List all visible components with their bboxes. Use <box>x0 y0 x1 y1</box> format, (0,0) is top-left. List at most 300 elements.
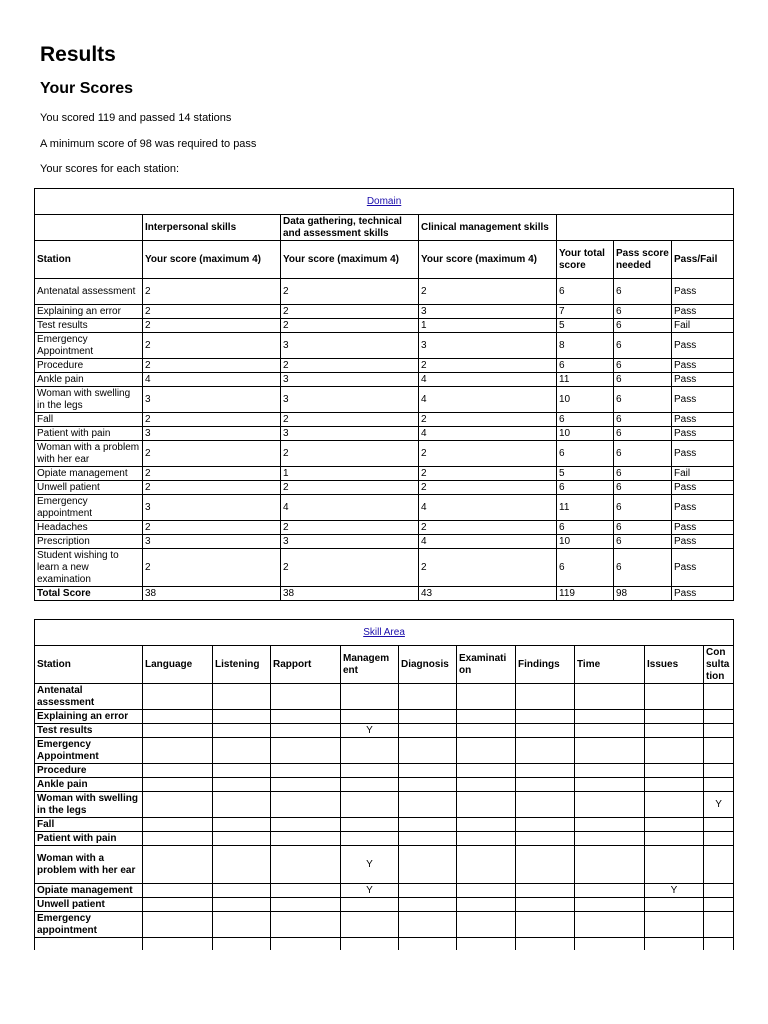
station-name-cell: Woman with a problem with her ear <box>35 441 143 467</box>
total-score-cell: 10 <box>557 387 614 413</box>
management-cell <box>341 898 399 912</box>
page-subtitle: Your Scores <box>40 80 134 97</box>
total-pass-fail-cell: Pass <box>672 587 734 601</box>
score-interpersonal-cell: 2 <box>143 549 281 587</box>
score-data-gathering-cell: 3 <box>281 333 419 359</box>
time-cell <box>575 912 645 938</box>
total-score-cell: 11 <box>557 495 614 521</box>
skill-column-header-row <box>35 646 734 684</box>
pass-fail-cell: Pass <box>672 305 734 319</box>
issues-cell <box>645 792 704 818</box>
total-score-cell: 5 <box>557 319 614 333</box>
skill-col-header-time: Time <box>575 646 645 684</box>
score-interpersonal-cell: 2 <box>143 319 281 333</box>
pass-score-cell: 6 <box>614 279 672 305</box>
score-interpersonal-cell: 2 <box>143 413 281 427</box>
pass-score-cell: 6 <box>614 427 672 441</box>
management-cell: Y <box>341 846 399 884</box>
management-cell <box>341 778 399 792</box>
score-interpersonal-cell: 2 <box>143 305 281 319</box>
diagnosis-cell <box>399 724 457 738</box>
pass-score-cell: 6 <box>614 495 672 521</box>
findings-cell <box>516 912 575 938</box>
skill-col-header-listening: Listening <box>213 646 271 684</box>
score-interpersonal-cell: 2 <box>143 441 281 467</box>
score-clinical-cell: 1 <box>419 319 557 333</box>
total-score-cell: 6 <box>557 279 614 305</box>
pass-score-cell: 6 <box>614 413 672 427</box>
score-data-gathering-cell: 2 <box>281 413 419 427</box>
score-interpersonal-cell: 3 <box>143 427 281 441</box>
listening-cell <box>213 778 271 792</box>
score-clinical-cell: 3 <box>419 333 557 359</box>
time-cell <box>575 938 645 951</box>
station-name-cell: Emergency Appointment <box>35 333 143 359</box>
issues-cell <box>645 778 704 792</box>
diagnosis-cell <box>399 884 457 898</box>
total-score-cell: 6 <box>557 441 614 467</box>
language-cell <box>143 684 213 710</box>
issues-cell <box>645 938 704 951</box>
pass-score-cell: 6 <box>614 535 672 549</box>
page-title: Results <box>40 43 116 66</box>
consultation-cell <box>704 884 734 898</box>
consultation-cell <box>704 846 734 884</box>
total-score-cell: 6 <box>557 413 614 427</box>
score-data-gathering-cell: 2 <box>281 359 419 373</box>
diagnosis-cell <box>399 764 457 778</box>
examination-cell <box>457 738 516 764</box>
station-name-cell <box>35 938 143 951</box>
table-row <box>35 912 734 938</box>
station-name-cell: Emergency Appointment <box>35 738 143 764</box>
management-cell <box>341 764 399 778</box>
pass-fail-cell: Pass <box>672 535 734 549</box>
time-cell <box>575 832 645 846</box>
intro-text: Your scores for each station: <box>40 163 180 175</box>
rapport-cell <box>271 710 341 724</box>
management-cell <box>341 938 399 951</box>
language-cell <box>143 778 213 792</box>
management-cell <box>341 792 399 818</box>
diagnosis-cell <box>399 818 457 832</box>
diagnosis-cell <box>399 710 457 724</box>
total-score-cell: 5 <box>557 467 614 481</box>
score-interpersonal-cell: 2 <box>143 333 281 359</box>
pass-score-cell: 6 <box>614 441 672 467</box>
pass-fail-cell: Pass <box>672 279 734 305</box>
findings-cell <box>516 884 575 898</box>
col-header-pass-fail: Pass/Fail <box>672 241 734 279</box>
management-cell: Y <box>341 724 399 738</box>
score-clinical-cell: 2 <box>419 441 557 467</box>
language-cell <box>143 710 213 724</box>
score-interpersonal-cell: 3 <box>143 535 281 549</box>
examination-cell <box>457 778 516 792</box>
skill-area-table <box>34 619 734 950</box>
examination-cell <box>457 818 516 832</box>
table-row <box>35 898 734 912</box>
total-score-cell: 6 <box>557 549 614 587</box>
language-cell <box>143 912 213 938</box>
score-interpersonal-cell: 2 <box>143 467 281 481</box>
diagnosis-cell <box>399 684 457 710</box>
station-name-cell: Emergency appointment <box>35 495 143 521</box>
skill-col-header-diagnosis: Diagnosis <box>399 646 457 684</box>
score-clinical-cell: 3 <box>419 305 557 319</box>
time-cell <box>575 846 645 884</box>
station-name-cell: Patient with pain <box>35 832 143 846</box>
pass-fail-cell: Pass <box>672 481 734 495</box>
examination-cell <box>457 912 516 938</box>
language-cell <box>143 764 213 778</box>
score-interpersonal-cell: 3 <box>143 387 281 413</box>
domain-header-clinical: Clinical management skills <box>419 215 557 241</box>
pass-fail-cell: Pass <box>672 495 734 521</box>
findings-cell <box>516 818 575 832</box>
examination-cell <box>457 764 516 778</box>
diagnosis-cell <box>399 832 457 846</box>
time-cell <box>575 684 645 710</box>
diagnosis-cell <box>399 898 457 912</box>
station-name-cell: Headaches <box>35 521 143 535</box>
findings-cell <box>516 778 575 792</box>
table-row <box>35 938 734 951</box>
management-cell <box>341 832 399 846</box>
station-name-cell: Emergency appointment <box>35 912 143 938</box>
station-name-cell: Prescription <box>35 535 143 549</box>
issues-cell: Y <box>645 884 704 898</box>
table-row <box>35 684 734 710</box>
score-clinical-cell: 4 <box>419 535 557 549</box>
skill-link-row <box>35 620 734 646</box>
table-row <box>35 738 734 764</box>
pass-fail-cell: Pass <box>672 441 734 467</box>
score-data-gathering-cell: 4 <box>281 495 419 521</box>
score-data-gathering-cell: 2 <box>281 279 419 305</box>
time-cell <box>575 710 645 724</box>
pass-score-cell: 6 <box>614 387 672 413</box>
station-name-cell: Patient with pain <box>35 427 143 441</box>
pass-fail-cell: Pass <box>672 413 734 427</box>
pass-fail-cell: Pass <box>672 387 734 413</box>
score-clinical-cell: 2 <box>419 359 557 373</box>
score-clinical-cell: 4 <box>419 387 557 413</box>
total-score-cell: 10 <box>557 427 614 441</box>
consultation-cell <box>704 938 734 951</box>
table-row <box>35 724 734 738</box>
score-data-gathering-cell: 2 <box>281 521 419 535</box>
listening-cell <box>213 764 271 778</box>
table-row <box>35 884 734 898</box>
station-name-cell: Woman with swelling in the legs <box>35 792 143 818</box>
issues-cell <box>645 846 704 884</box>
management-cell <box>341 912 399 938</box>
total-score-cell: 6 <box>557 481 614 495</box>
management-cell <box>341 710 399 724</box>
station-name-cell: Opiate management <box>35 884 143 898</box>
pass-fail-cell: Pass <box>672 373 734 387</box>
col-header-total: Your total score <box>557 241 614 279</box>
language-cell <box>143 818 213 832</box>
score-interpersonal-cell: 3 <box>143 495 281 521</box>
domain-link[interactable]: Domain <box>366 195 402 207</box>
total-score-data-gathering-cell: 38 <box>281 587 419 601</box>
station-name-cell: Opiate management <box>35 467 143 481</box>
table-row <box>35 710 734 724</box>
management-cell <box>341 684 399 710</box>
listening-cell <box>213 724 271 738</box>
skill-area-link[interactable]: Skill Area <box>363 626 405 638</box>
score-data-gathering-cell: 3 <box>281 535 419 549</box>
score-interpersonal-cell: 2 <box>143 279 281 305</box>
skill-col-header-findings: Findings <box>516 646 575 684</box>
total-score-cell: 8 <box>557 333 614 359</box>
examination-cell <box>457 938 516 951</box>
table-row <box>35 778 734 792</box>
examination-cell <box>457 846 516 884</box>
table-row <box>35 764 734 778</box>
station-name-cell: Test results <box>35 724 143 738</box>
issues-cell <box>645 898 704 912</box>
management-cell: Y <box>341 884 399 898</box>
findings-cell <box>516 792 575 818</box>
score-clinical-cell: 2 <box>419 467 557 481</box>
skill-col-header-management: Managem ent <box>341 646 399 684</box>
time-cell <box>575 738 645 764</box>
station-name-cell: Unwell patient <box>35 898 143 912</box>
table-row <box>35 818 734 832</box>
score-data-gathering-cell: 2 <box>281 319 419 333</box>
language-cell <box>143 832 213 846</box>
score-interpersonal-cell: 2 <box>143 359 281 373</box>
station-name-cell: Antenatal assessment <box>35 279 143 305</box>
examination-cell <box>457 724 516 738</box>
language-cell <box>143 938 213 951</box>
findings-cell <box>516 898 575 912</box>
score-interpersonal-cell: 2 <box>143 481 281 495</box>
issues-cell <box>645 684 704 710</box>
rapport-cell <box>271 938 341 951</box>
pass-fail-cell: Pass <box>672 521 734 535</box>
summary-text: You scored 119 and passed 14 stations <box>40 112 232 124</box>
skill-col-header-consultation: Con sulta tion <box>704 646 734 684</box>
consultation-cell <box>704 898 734 912</box>
consultation-cell <box>704 724 734 738</box>
total-score-cell: 6 <box>557 521 614 535</box>
management-cell <box>341 818 399 832</box>
score-data-gathering-cell: 2 <box>281 441 419 467</box>
score-clinical-cell: 2 <box>419 521 557 535</box>
rapport-cell <box>271 738 341 764</box>
total-score-cell: 6 <box>557 359 614 373</box>
listening-cell <box>213 738 271 764</box>
issues-cell <box>645 832 704 846</box>
score-data-gathering-cell: 3 <box>281 427 419 441</box>
rapport-cell <box>271 832 341 846</box>
diagnosis-cell <box>399 778 457 792</box>
station-name-cell: Antenatal assessment <box>35 684 143 710</box>
total-pass-score-cell: 98 <box>614 587 672 601</box>
table-row <box>35 832 734 846</box>
pass-score-cell: 6 <box>614 467 672 481</box>
station-name-cell: Procedure <box>35 359 143 373</box>
rapport-cell <box>271 884 341 898</box>
station-name-cell: Unwell patient <box>35 481 143 495</box>
pass-score-cell: 6 <box>614 373 672 387</box>
score-clinical-cell: 4 <box>419 495 557 521</box>
diagnosis-cell <box>399 846 457 884</box>
domain-header-interpersonal: Interpersonal skills <box>143 215 281 241</box>
findings-cell <box>516 938 575 951</box>
findings-cell <box>516 764 575 778</box>
listening-cell <box>213 792 271 818</box>
pass-score-cell: 6 <box>614 481 672 495</box>
skill-col-header-station: Station <box>35 646 143 684</box>
consultation-cell <box>704 738 734 764</box>
skill-link-cell <box>35 620 734 646</box>
findings-cell <box>516 710 575 724</box>
total-score-cell: 10 <box>557 535 614 549</box>
rapport-cell <box>271 898 341 912</box>
col-header-score-clinical: Your score (maximum 4) <box>419 241 557 279</box>
listening-cell <box>213 710 271 724</box>
findings-cell <box>516 724 575 738</box>
station-name-cell: Woman with swelling in the legs <box>35 387 143 413</box>
score-clinical-cell: 2 <box>419 481 557 495</box>
col-header-score-data: Your score (maximum 4) <box>281 241 419 279</box>
pass-score-cell: 6 <box>614 521 672 535</box>
findings-cell <box>516 738 575 764</box>
score-clinical-cell: 4 <box>419 373 557 387</box>
station-name-cell: Explaining an error <box>35 305 143 319</box>
pass-score-cell: 6 <box>614 333 672 359</box>
skill-col-header-issues: Issues <box>645 646 704 684</box>
minimum-score-text: A minimum score of 98 was required to pass <box>40 138 257 150</box>
skill-table-body <box>35 684 734 951</box>
listening-cell <box>213 884 271 898</box>
pass-score-cell: 6 <box>614 319 672 333</box>
consultation-cell <box>704 710 734 724</box>
station-name-cell: Fall <box>35 818 143 832</box>
consultation-cell <box>704 818 734 832</box>
issues-cell <box>645 818 704 832</box>
findings-cell <box>516 832 575 846</box>
table-row <box>35 846 734 884</box>
language-cell <box>143 846 213 884</box>
pass-fail-cell: Pass <box>672 333 734 359</box>
examination-cell <box>457 898 516 912</box>
listening-cell <box>213 832 271 846</box>
issues-cell <box>645 764 704 778</box>
table-row <box>35 792 734 818</box>
rapport-cell <box>271 764 341 778</box>
col-header-station: Station <box>35 241 143 279</box>
issues-cell <box>645 724 704 738</box>
col-header-score-interpersonal: Your score (maximum 4) <box>143 241 281 279</box>
time-cell <box>575 764 645 778</box>
examination-cell <box>457 832 516 846</box>
rapport-cell <box>271 912 341 938</box>
station-name-cell: Explaining an error <box>35 710 143 724</box>
consultation-cell: Y <box>704 792 734 818</box>
station-name-cell: Student wishing to learn a new examination <box>35 549 143 587</box>
time-cell <box>575 818 645 832</box>
score-data-gathering-cell: 3 <box>281 387 419 413</box>
pass-score-cell: 6 <box>614 359 672 373</box>
skill-col-header-rapport: Rapport <box>271 646 341 684</box>
total-score-clinical-cell: 43 <box>419 587 557 601</box>
language-cell <box>143 792 213 818</box>
pass-fail-cell: Pass <box>672 359 734 373</box>
station-name-cell: Ankle pain <box>35 373 143 387</box>
score-clinical-cell: 2 <box>419 549 557 587</box>
total-total-score-cell: 119 <box>557 587 614 601</box>
time-cell <box>575 724 645 738</box>
language-cell <box>143 898 213 912</box>
listening-cell <box>213 684 271 710</box>
findings-cell <box>516 684 575 710</box>
time-cell <box>575 898 645 912</box>
score-data-gathering-cell: 2 <box>281 549 419 587</box>
score-interpersonal-cell: 2 <box>143 521 281 535</box>
diagnosis-cell <box>399 938 457 951</box>
total-score-interpersonal-cell: 38 <box>143 587 281 601</box>
station-name-cell: Woman with a problem with her ear <box>35 846 143 884</box>
language-cell <box>143 724 213 738</box>
diagnosis-cell <box>399 912 457 938</box>
diagnosis-cell <box>399 792 457 818</box>
issues-cell <box>645 710 704 724</box>
examination-cell <box>457 710 516 724</box>
skill-col-header-language: Language <box>143 646 213 684</box>
col-header-pass-score: Pass score needed <box>614 241 672 279</box>
examination-cell <box>457 884 516 898</box>
score-data-gathering-cell: 2 <box>281 305 419 319</box>
time-cell <box>575 792 645 818</box>
rapport-cell <box>271 724 341 738</box>
pass-score-cell: 6 <box>614 549 672 587</box>
consultation-cell <box>704 684 734 710</box>
diagnosis-cell <box>399 738 457 764</box>
pass-fail-cell: Pass <box>672 549 734 587</box>
examination-cell <box>457 684 516 710</box>
station-name-cell: Procedure <box>35 764 143 778</box>
rapport-cell <box>271 818 341 832</box>
listening-cell <box>213 938 271 951</box>
score-data-gathering-cell: 1 <box>281 467 419 481</box>
rapport-cell <box>271 846 341 884</box>
score-data-gathering-cell: 3 <box>281 373 419 387</box>
listening-cell <box>213 846 271 884</box>
score-clinical-cell: 2 <box>419 279 557 305</box>
skill-col-header-examination: Examinati on <box>457 646 516 684</box>
pass-fail-cell: Fail <box>672 319 734 333</box>
consultation-cell <box>704 912 734 938</box>
total-score-cell: 7 <box>557 305 614 319</box>
score-data-gathering-cell: 2 <box>281 481 419 495</box>
pass-fail-cell: Pass <box>672 427 734 441</box>
rapport-cell <box>271 792 341 818</box>
listening-cell <box>213 818 271 832</box>
time-cell <box>575 884 645 898</box>
score-clinical-cell: 4 <box>419 427 557 441</box>
consultation-cell <box>704 778 734 792</box>
management-cell <box>341 738 399 764</box>
language-cell <box>143 738 213 764</box>
score-clinical-cell: 2 <box>419 413 557 427</box>
consultation-cell <box>704 764 734 778</box>
